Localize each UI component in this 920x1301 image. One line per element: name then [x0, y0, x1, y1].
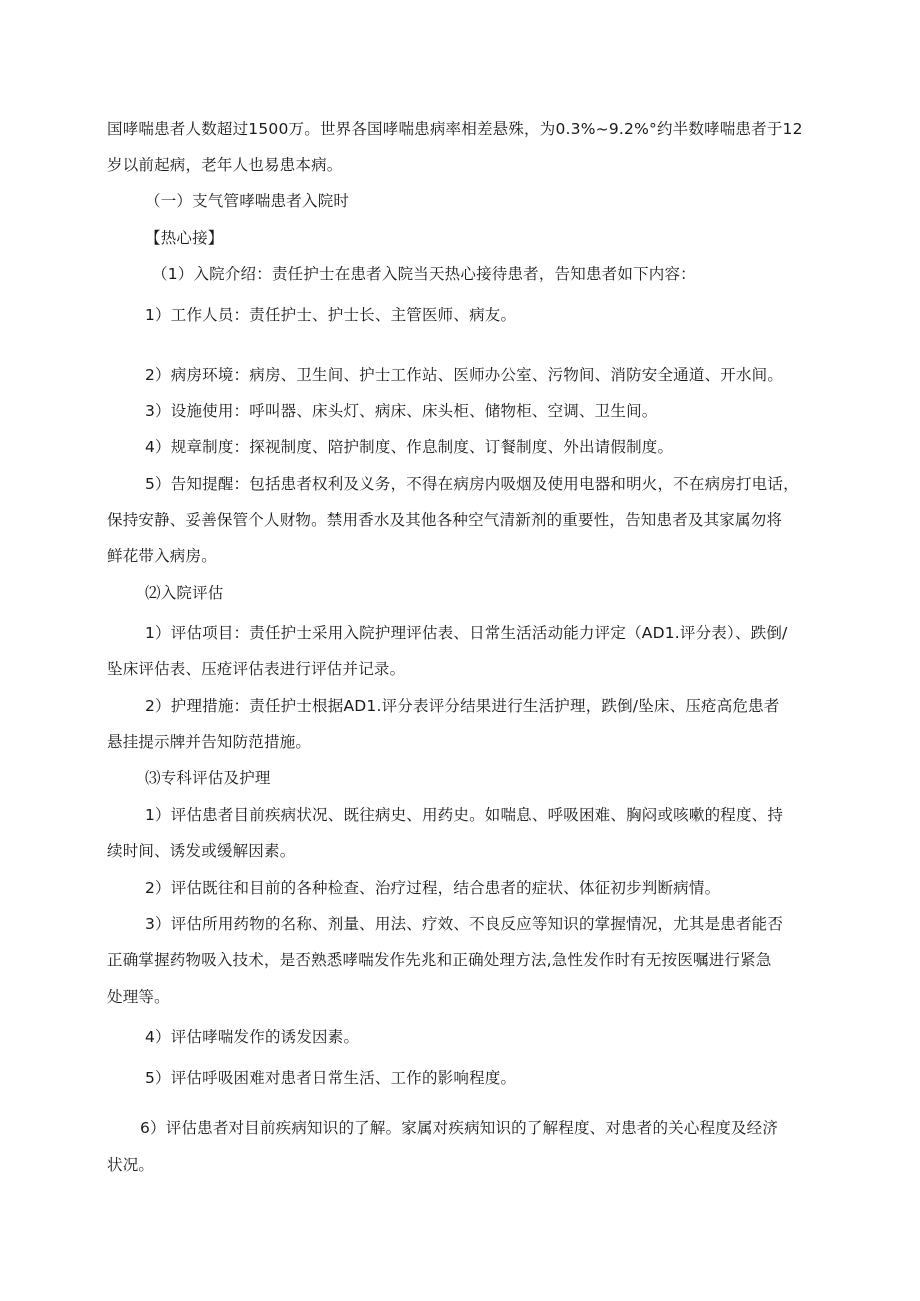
item-reminders-2: 保持安静、妥善保管个人财物。禁用香水及其他各种空气清新剂的重要性，告知患者及其家属勿将 [107, 511, 783, 529]
item-specialty-6a: 6）评估患者对目前疾病知识的了解。家属对疾病知识的了解程度、对患者的关心程度及经济 [140, 1119, 779, 1137]
item-specialty-3a: 3）评估所用药物的名称、剂量、用法、疗效、不良反应等知识的掌握情况，尤其是患者能否 [145, 915, 784, 933]
item-specialty-3c: 处理等。 [107, 988, 170, 1006]
item-assessment-items-1: 1）评估项目：责任护士采用入院护理评估表、日常生活活动能力评定（AD1.评分表）、跌倒/ [145, 624, 788, 642]
item-staff: 1）工作人员：责任护士、护士长、主管医师、病友。 [145, 306, 517, 324]
item-specialty-1a: 1）评估患者目前疾病状况、既往病史、用药史。如喘息、呼吸困难、胸闷或咳嗽的程度、持 [145, 806, 784, 824]
section-heading-specialty: ⑶专科评估及护理 [145, 769, 271, 787]
item-specialty-2: 2）评估既往和目前的各种检查、治疗过程，结合患者的症状、体征初步判断病情。 [145, 879, 721, 897]
section-heading-admission-assessment: ⑵入院评估 [145, 584, 224, 602]
item-specialty-6b: 状况。 [107, 1156, 155, 1174]
item-admission-intro: （1）入院介绍：责任护士在患者入院当天热心接待患者，告知患者如下内容： [152, 265, 696, 283]
paragraph-line-intro-1: 国哮喘患者人数超过1500万。世界各国哮喘患病率相差悬殊，为0.3%~9.2%°约半数哮喘患者于12 [107, 120, 803, 138]
item-reminders-3: 鲜花带入病房。 [107, 547, 217, 565]
item-nursing-measures-1: 2）护理措施：责任护士根据AD1.评分表评分结果进行生活护理，跌倒/坠床、压疮高危患者 [145, 697, 780, 715]
item-nursing-measures-2: 悬挂提示牌并告知防范措施。 [107, 733, 312, 751]
subheading-warm-reception: 【热心接】 [145, 229, 224, 247]
item-assessment-items-2: 坠床评估表、压疮评估表进行评估并记录。 [107, 660, 406, 678]
item-specialty-1b: 续时间、诱发或缓解因素。 [107, 842, 296, 860]
item-facilities: 3）设施使用：呼叫器、床头灯、病床、床头柜、储物柜、空调、卫生间。 [145, 402, 658, 420]
item-specialty-5: 5）评估呼吸困难对患者日常生活、工作的影响程度。 [145, 1069, 517, 1087]
item-regulations: 4）规章制度：探视制度、陪护制度、作息制度、订餐制度、外出请假制度。 [145, 438, 674, 456]
section-heading-admission: （一）支气管哮喘患者入院时 [145, 192, 350, 210]
item-reminders-1: 5）告知提醒：包括患者权利及义务，不得在病房内吸烟及使用电器和明火，不在病房打电话， [145, 475, 799, 493]
item-ward-environment: 2）病房环境：病房、卫生间、护士工作站、医师办公室、污物间、消防安全通道、开水间。 [145, 366, 784, 384]
paragraph-line-intro-2: 岁以前起病，老年人也易患本病。 [107, 156, 343, 174]
item-specialty-3b: 正确掌握药物吸入技术，是否熟悉哮喘发作先兆和正确处理方法,急性发作时有无按医嘱进行紧急 [107, 951, 772, 969]
item-specialty-4: 4）评估哮喘发作的诱发因素。 [145, 1028, 360, 1046]
